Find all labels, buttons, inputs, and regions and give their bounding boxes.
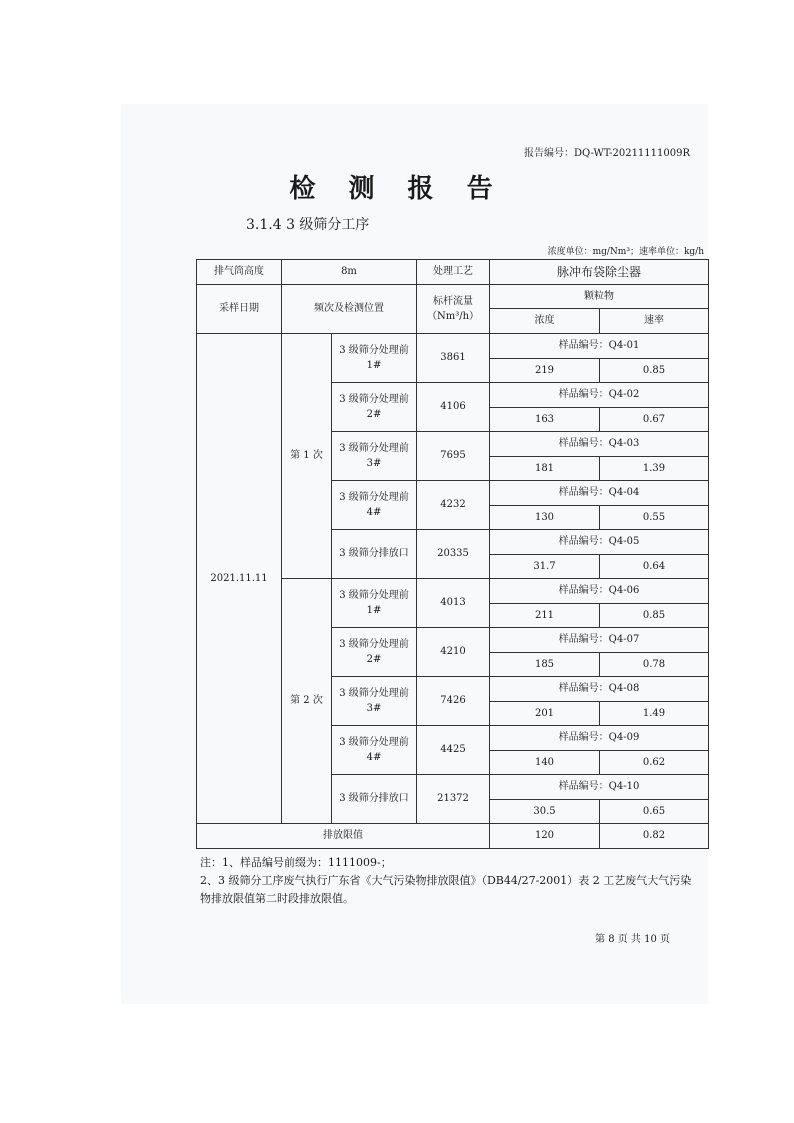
sample-id: 样品编号：Q4-04 [490,481,709,506]
sample-id: 样品编号：Q4-02 [490,383,709,408]
sample-location: 3 级筛分处理前 3# [332,432,417,481]
results-table-body [197,260,709,849]
process-value: 脉冲布袋除尘器 [490,260,709,285]
flow-value: 21372 [417,775,490,824]
sample-id: 样品编号：Q4-07 [490,628,709,653]
rate-label: 速率 [600,309,709,334]
flow-value: 4106 [417,383,490,432]
conc-value: 181 [490,457,600,481]
flow-value: 4232 [417,481,490,530]
limit-row [197,824,709,849]
report-number: 报告编号：DQ-WT-20211111009R [524,148,690,159]
conc-value: 201 [490,702,600,726]
conc-value: 30.5 [490,800,600,824]
conc-value: 31.7 [490,555,600,579]
limit-conc: 120 [490,824,600,849]
process-label: 处理工艺 [417,260,490,285]
sample-row-id [197,334,709,359]
limit-rate: 0.82 [600,824,709,849]
note-line-2: 2、3 级筛分工序废气执行广东省《大气污染物排放限值》（DB44/27-2001）表 2 工艺废气大气污染物排放限值第二时段排放限值。 [200,874,692,905]
conc-value: 185 [490,653,600,677]
page-number: 第 8 页 共 10 页 [595,934,670,945]
conc-value: 219 [490,359,600,383]
sample-location: 3 级筛分处理前 2# [332,383,417,432]
sample-location: 3 级筛分处理前 2# [332,628,417,677]
rate-value: 0.78 [600,653,709,677]
flow-value: 4210 [417,628,490,677]
flow-value: 4425 [417,726,490,775]
note-line-1: 注：1、样品编号前缀为：1111009-； [200,856,392,869]
rate-value: 1.49 [600,702,709,726]
round-label: 第 1 次 [282,334,332,579]
sample-location: 3 级筛分处理前 4# [332,481,417,530]
sample-location: 3 级筛分排放口 [332,775,417,824]
sample-location: 3 级筛分处理前 1# [332,334,417,383]
conc-label: 浓度 [490,309,600,334]
round-label: 第 2 次 [282,579,332,824]
rate-value: 0.64 [600,555,709,579]
conc-value: 211 [490,604,600,628]
flow-value: 3861 [417,334,490,383]
rate-value: 0.55 [600,506,709,530]
rate-value: 0.85 [600,359,709,383]
pollutant-label: 颗粒物 [490,285,709,309]
sample-id: 样品编号：Q4-01 [490,334,709,359]
header-row-stack [197,260,709,285]
freq-label: 频次及检测位置 [282,285,417,334]
notes [200,854,700,908]
header-row-columns [197,285,709,309]
sample-id: 样品编号：Q4-05 [490,530,709,555]
sampling-date: 2021.11.11 [197,334,282,824]
sample-id: 样品编号：Q4-06 [490,579,709,604]
flow-label: 标杆流量（Nm³/h） [417,285,490,334]
flow-value: 4013 [417,579,490,628]
flow-value: 7426 [417,677,490,726]
section-heading: 3.1.4 3 级筛分工序 [246,217,370,233]
conc-value: 130 [490,506,600,530]
sample-location: 3 级筛分排放口 [332,530,417,579]
report-title: 检 测 报 告 [289,174,505,204]
flow-value: 7695 [417,432,490,481]
sample-location: 3 级筛分处理前 3# [332,677,417,726]
sample-id: 样品编号：Q4-09 [490,726,709,751]
rate-value: 0.67 [600,408,709,432]
sample-location: 3 级筛分处理前 4# [332,726,417,775]
sample-location: 3 级筛分处理前 1# [332,579,417,628]
limit-label: 排放限值 [197,824,490,849]
units-note: 浓度单位：mg/Nm³；速率单位：kg/h [547,247,704,257]
conc-value: 140 [490,751,600,775]
sample-id: 样品编号：Q4-10 [490,775,709,800]
stack-height-label: 排气筒高度 [197,260,282,285]
rate-value: 0.62 [600,751,709,775]
sample-id: 样品编号：Q4-08 [490,677,709,702]
conc-value: 163 [490,408,600,432]
rate-value: 0.65 [600,800,709,824]
rate-value: 0.85 [600,604,709,628]
stack-height-value: 8m [282,260,417,285]
results-table [196,259,709,849]
sample-id: 样品编号：Q4-03 [490,432,709,457]
date-label: 采样日期 [197,285,282,334]
flow-value: 20335 [417,530,490,579]
rate-value: 1.39 [600,457,709,481]
